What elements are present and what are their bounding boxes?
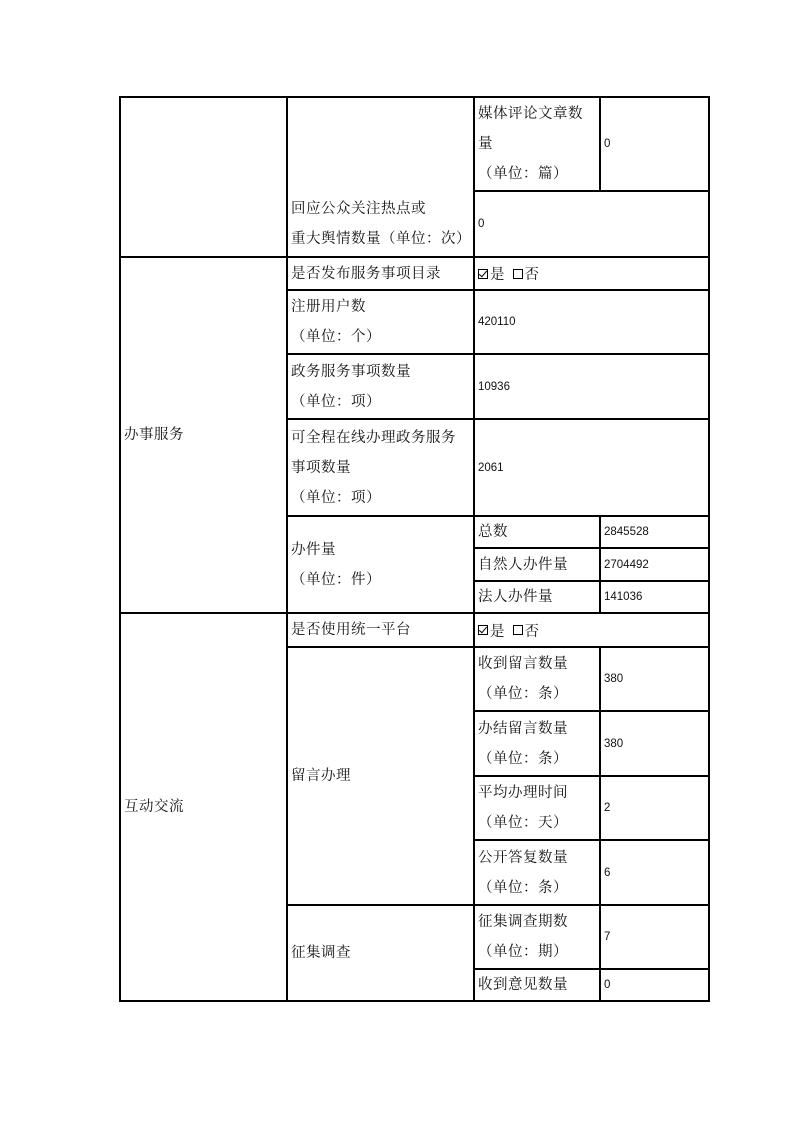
catalog-no-option[interactable] [513,263,540,284]
periods-value: 7 [604,931,611,943]
online-label-cell [288,420,473,515]
users-label: 注册用户数 （单位：个） [291,299,381,345]
items-label-cell [288,355,473,418]
media-comment-label-cell [475,98,599,190]
avg-time-value: 2 [604,802,611,814]
hot-topic-value-cell [475,192,708,256]
checked-checkbox-icon [478,625,488,635]
periods-label-cell [475,906,599,968]
received-label-cell [475,648,599,710]
closed-label: 办结留言数量 （单位：条） [478,720,568,767]
hot-topic-label-cell [288,192,473,256]
volume-natural-label: 自然人办件量 [478,556,568,573]
platform-label: 是否使用统一平台 [291,622,411,638]
opinions-value: 0 [604,979,611,991]
catalog-value-cell [475,258,708,289]
service-section-title-cell [121,258,286,612]
avg-time-label-cell [475,777,599,839]
media-comment-value-cell [601,98,708,190]
users-value-cell [475,291,708,353]
online-value: 2061 [478,461,504,474]
opinions-label-cell [475,970,599,1000]
platform-label-cell [288,614,473,646]
catalog-label-cell [288,258,473,289]
messages-label-cell [288,648,473,904]
catalog-label: 是否发布服务事项目录 [291,265,441,282]
media-comment-label: 媒体评论文章数 量 （单位：篇） [478,106,583,182]
volume-label: 办件量 （单位：件） [291,541,381,588]
periods-value-cell [601,906,708,968]
platform-yes-option[interactable] [478,620,505,641]
platform-value-cell [475,614,708,646]
interaction-section-title-cell [121,614,286,1000]
platform-no-label: 否 [524,623,539,640]
periods-label: 征集调查期数 （单位：期） [478,914,568,960]
table-border-right [708,96,710,1002]
unchecked-checkbox-icon [513,269,523,279]
closed-value-cell [601,712,708,775]
avg-time-value-cell [601,777,708,839]
service-section-title: 办事服务 [124,427,184,443]
catalog-yes-label: 是 [490,267,505,283]
volume-legal-label-cell [475,582,599,612]
opinions-label: 收到意见数量 [478,977,568,993]
hot-topic-value: 0 [478,218,485,230]
public-value-cell [601,841,708,904]
survey-label: 征集调查 [291,945,351,961]
volume-total-label-cell [475,517,599,547]
closed-label-cell [475,712,599,775]
volume-natural-value: 2704492 [604,558,649,571]
volume-natural-label-cell [475,549,599,580]
items-value: 10936 [478,380,510,393]
public-value: 6 [604,866,611,879]
catalog-no-label: 否 [524,267,539,283]
volume-total-value: 2845528 [604,526,649,538]
avg-time-label: 平均办理时间 （单位：天） [478,785,568,831]
volume-legal-label: 法人办件量 [478,589,553,605]
interaction-section-title: 互动交流 [124,799,184,815]
received-label: 收到留言数量 （单位：条） [478,656,568,702]
volume-natural-value-cell [601,549,708,580]
online-value-cell [475,420,708,515]
volume-total-label: 总数 [478,524,508,540]
online-label: 可全程在线办理政务服务 事项数量 （单位：项） [291,429,456,506]
received-value-cell [601,648,708,710]
closed-value: 380 [604,737,624,750]
items-value-cell [475,355,708,418]
volume-label-cell [288,517,473,612]
platform-no-option[interactable] [513,620,540,641]
public-label-cell [475,841,599,904]
platform-yes-label: 是 [490,623,505,640]
public-label: 公开答复数量 （单位：条） [478,849,568,896]
users-label-cell [288,291,473,353]
checked-checkbox-icon [478,269,488,279]
opinions-value-cell [601,970,708,1000]
items-label: 政务服务事项数量 （单位：项） [291,363,411,410]
received-value: 380 [604,673,624,685]
media-comment-value: 0 [604,138,611,150]
volume-legal-value: 141036 [604,591,643,603]
volume-legal-value-cell [601,582,708,612]
hot-topic-label: 回应公众关注热点或 重大舆情数量（单位：次） [291,201,471,247]
users-value: 420110 [478,316,516,328]
volume-total-value-cell [601,517,708,547]
messages-label: 留言办理 [291,768,351,784]
table-border-bottom [119,1000,710,1002]
unchecked-checkbox-icon [513,625,523,635]
catalog-yes-option[interactable] [478,263,505,284]
survey-label-cell [288,906,473,1000]
